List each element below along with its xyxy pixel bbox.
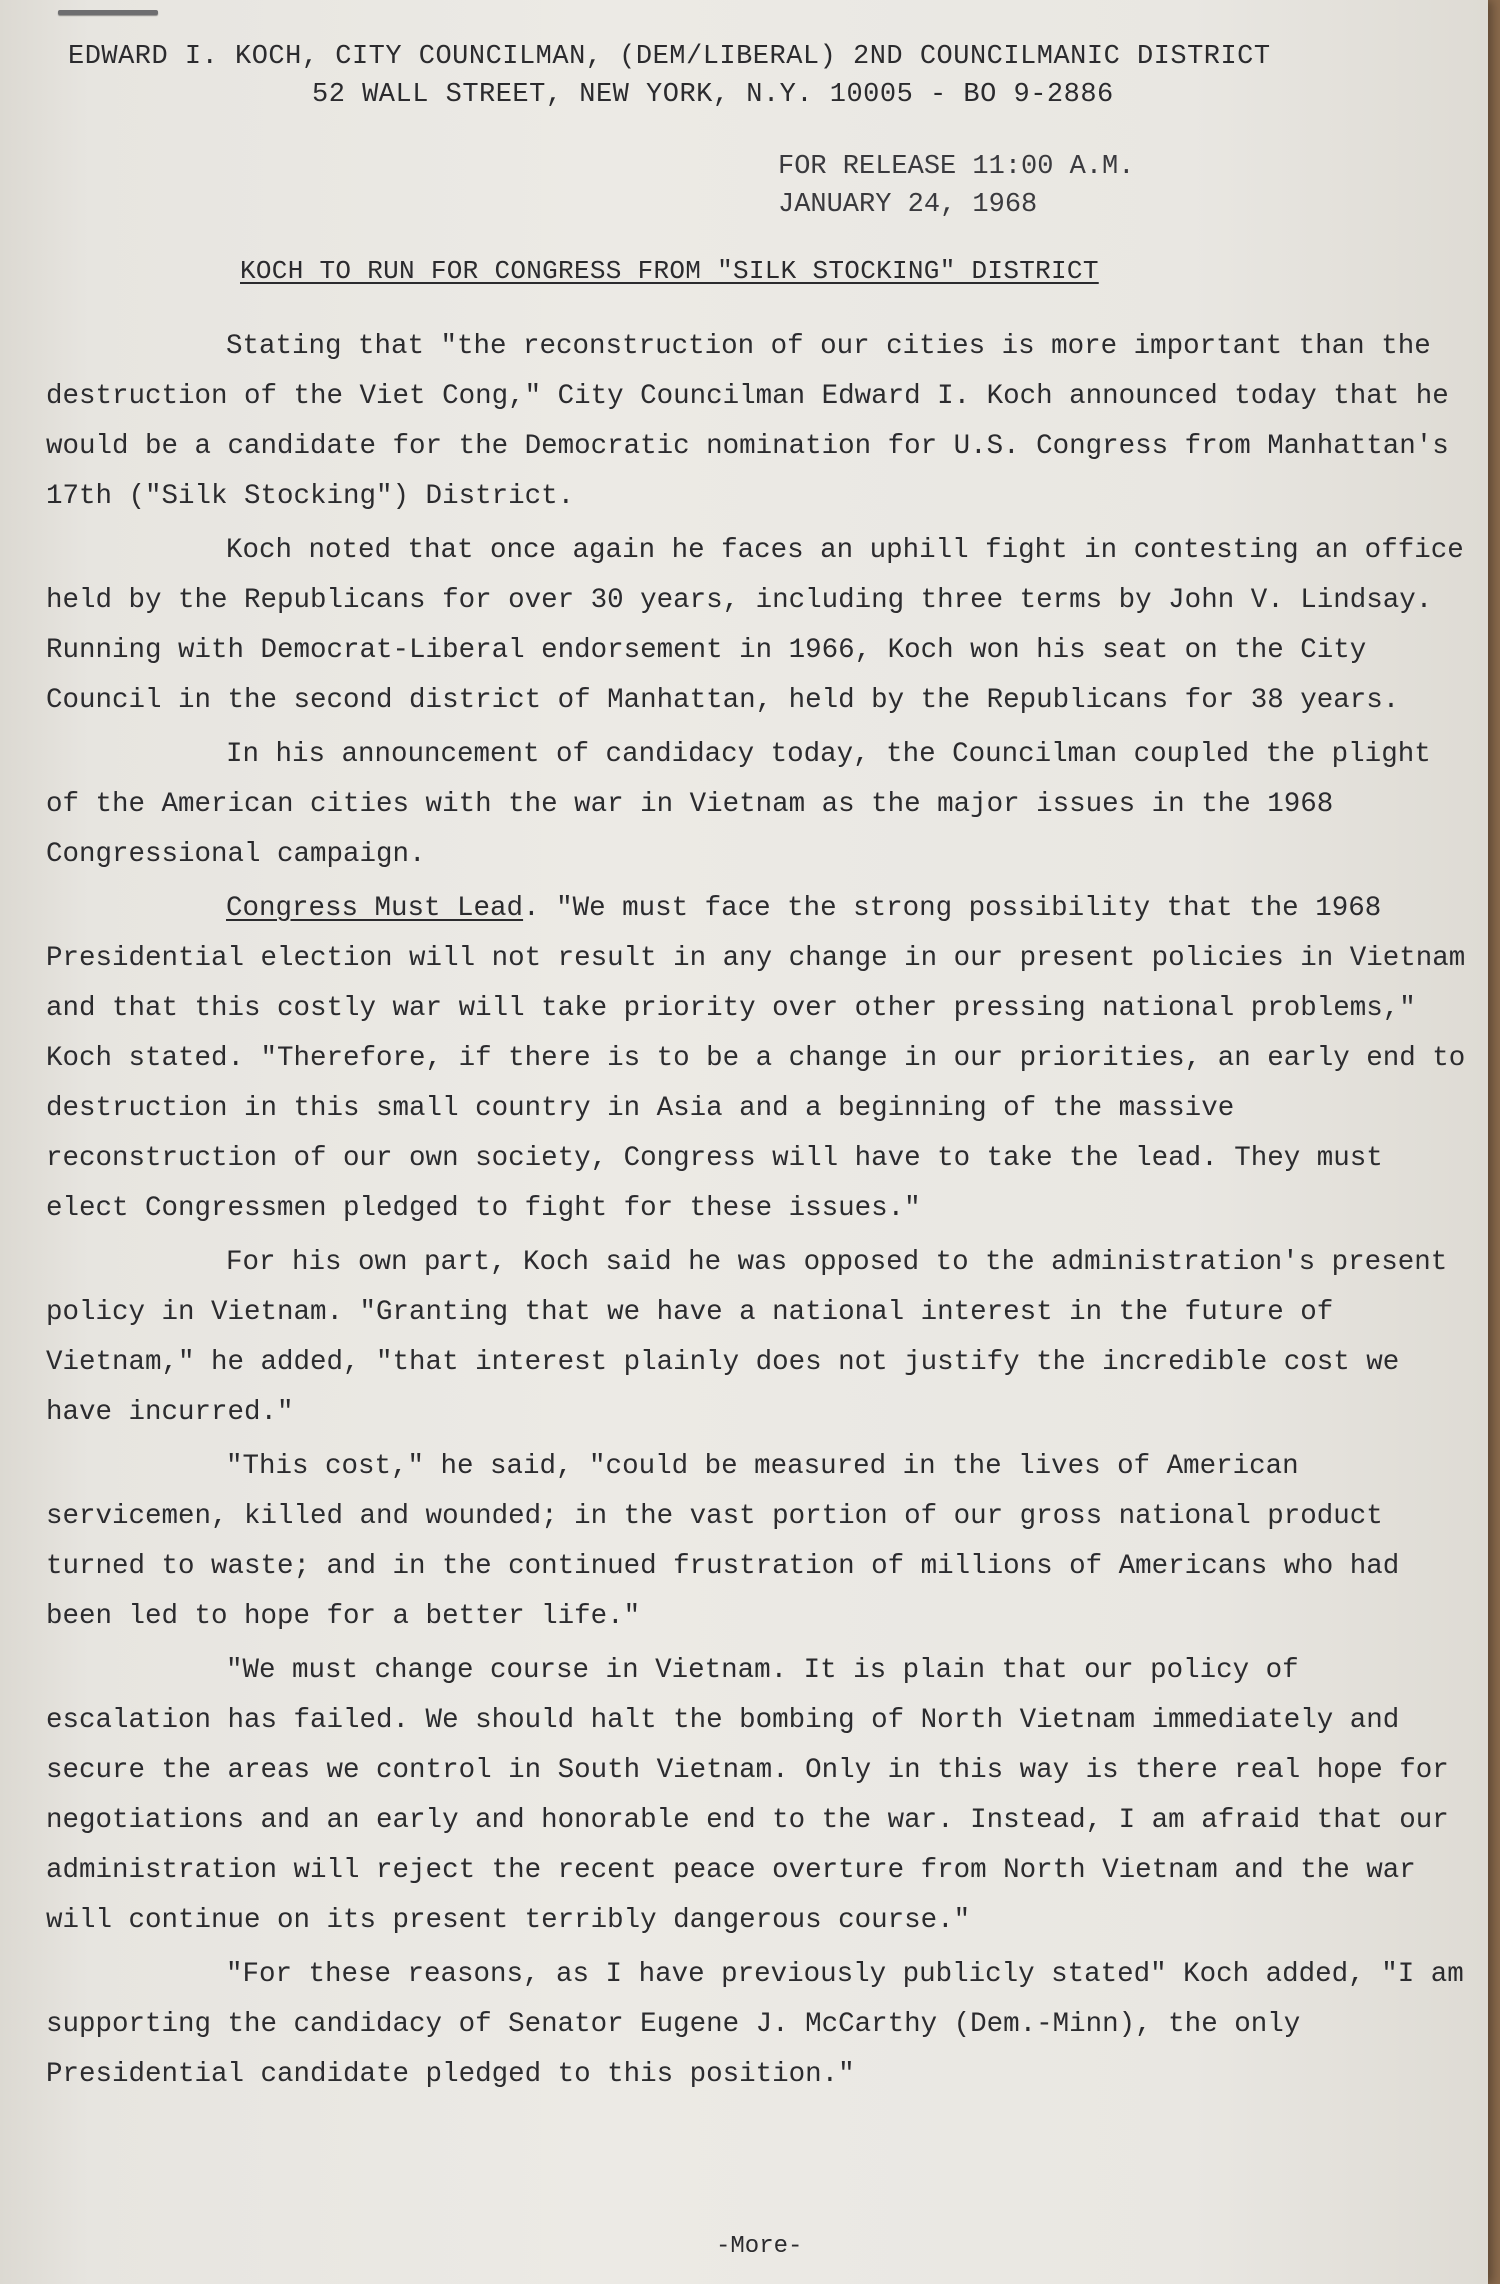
paragraph-8: "For these reasons, as I have previously publicly stated" Koch added, "I am supporting the candidacy of Senator Eugene J. McCarthy (Dem.-Minn), the only Presidential candidate pledged to this position." xyxy=(46,1959,1464,2090)
headline: KOCH TO RUN FOR CONGRESS FROM "SILK STOCKING" DISTRICT xyxy=(240,256,1099,286)
paragraph-4 xyxy=(46,884,1466,1234)
staple xyxy=(58,10,158,15)
letterhead-line-2: 52 WALL STREET, NEW YORK, N.Y. 10005 - BO 9-2886 xyxy=(312,80,1114,110)
paragraph-5: For his own part, Koch said he was opposed to the administration's present policy in Vietnam. "Granting that we have a national interest in the future of Vietnam," he added, "that interest plainly does not justify the incredible cost we have incurred." xyxy=(46,1247,1448,1428)
subheading-congress-must-lead: Congress Must Lead xyxy=(226,893,524,924)
release-info xyxy=(778,148,1134,224)
letterhead xyxy=(68,38,1428,114)
paragraph-2: Koch noted that once again he faces an uphill fight in contesting an office held by the Republicans for over 30 years, including three terms by John V. Lindsay. Running with Democrat-Liberal endorsement in 1966, Koch won his seat on the City Council in the second district of Manhattan, held by the Republicans for 38 years. xyxy=(46,535,1464,716)
paragraph-6: "This cost," he said, "could be measured in the lives of American servicemen, killed and wounded; in the vast portion of our gross national product turned to waste; and in the continued frustration of millions of Americans who had been led to hope for a better life." xyxy=(46,1451,1400,1632)
paragraph-4-text: . "We must face the strong possibility that the 1968 Presidential election will not result in any change in our present policies in Vietnam and that this costly war will take priority over other pressing national problems," Koch stated. "Therefore, if there is to be a change in our priorities, an early end to destruction in this small country in Asia and a beginning of the massive reconstruction of our own society, Congress will have to take the lead. They must elect Congressmen pledged to fight for these issues." xyxy=(46,893,1466,1224)
more-footer: -More- xyxy=(716,2233,803,2260)
paragraph-1: Stating that "the reconstruction of our cities is more important than the destruction of the Viet Cong," City Councilman Edward I. Koch announced today that he would be a candidate for the Democratic nomination for U.S. Congress from Manhattan's 17th ("Silk Stocking") District. xyxy=(46,331,1449,512)
release-time: FOR RELEASE 11:00 A.M. xyxy=(778,152,1135,182)
body-text xyxy=(46,322,1466,2100)
paragraph-3: In his announcement of candidacy today, the Councilman coupled the plight of the American cities with the war in Vietnam as the major issues in the 1968 Congressional campaign. xyxy=(46,739,1431,870)
letterhead-line-1: EDWARD I. KOCH, CITY COUNCILMAN, (DEM/LIBERAL) 2ND COUNCILMANIC DISTRICT xyxy=(68,42,1271,72)
release-date: JANUARY 24, 1968 xyxy=(778,190,1038,220)
paragraph-7: "We must change course in Vietnam. It is plain that our policy of escalation has failed. We should halt the bombing of North Vietnam immediately and secure the areas we control in South Vietnam. Only in this way is there real hope for negotiations and an early and honorable end to the war. Instead, I am afraid that our administration will reject the recent peace overture from North Vietnam and the war will continue on its present terribly dangerous course." xyxy=(46,1655,1449,1936)
